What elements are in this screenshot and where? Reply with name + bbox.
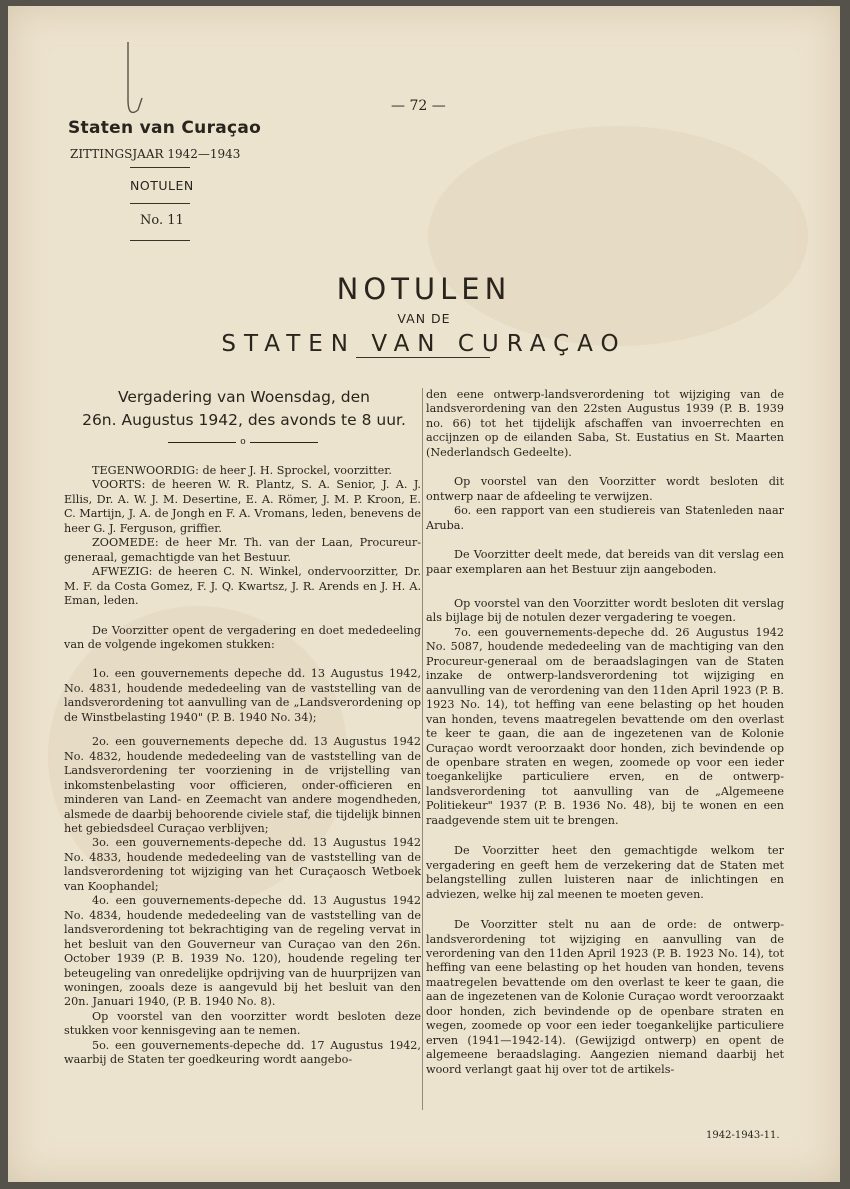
paragraph: 7o. een gouvernements-depeche dd. 26 Augustus 1942 No. 5087, houdende mededeeling van de machtiging van den Procureur-generaal om de beraadslagingen van de Staten inzake de ontwerp-landsverordening tot wijziging en aanvulling van de verordening van den 11den April 1923 (P. B. 1923 No. 14), tot heffing van eene belasting op het houden van honden, tevens maatregelen bevattende om den overlast te keer te gaan, die aan de ingezetenen van de Kolonie Curaçao wordt veroorzaakt door honden, zich bevindende op de openbare straten en wegen, zoomede op voor een ieder toegankelijke particuliere erven, en de ontwerp-landsverordening tot aanvulling van de „Algemeene Politiekeur" 1937 (P. B. 1936 No. 48), bij te wonen en een raadgevende stem uit te brengen. <box>426 625 784 827</box>
pencil-mark <box>116 40 144 120</box>
column-divider <box>422 388 423 1110</box>
document-page <box>8 6 840 1182</box>
left-column <box>64 464 421 1068</box>
page-number: — 72 — <box>391 98 446 114</box>
paragraph: den eene ontwerp-landsverordening tot wijziging van de landsverordening van den 22sten Augustus 1939 (P. B. 1939 no. 66) tot het tijdelijk afschaffen van invoerrechten en accijnzen op de eilanden Saba, St. Eustatius en St. Maarten (Nederlandsch Gedeelte). <box>426 388 784 459</box>
masthead-staten: STATEN VAN CURAÇAO <box>221 331 627 357</box>
section-separator <box>168 437 318 447</box>
paragraph: 4o. een gouvernements-depeche dd. 13 Augustus 1942 No. 4834, houdende mededeeling van de vaststelling van de landsverordening tot bekrachtiging van de regeling vervat in het besluit van den Gouverneur van Curaçao van den 26n. October 1939 (P. B. 1939 No. 120), houdende regeling ter beteugeling van onredelijke opdrijving van de huurprijzen van woningen, zooals deze is aangevuld bij het besluit van den 20n. Januari 1940, (P. B. 1940 No. 8). <box>64 894 421 1009</box>
masthead-rule <box>356 357 490 358</box>
right-column <box>426 388 784 1077</box>
paragraph: ZOOMEDE: de heer Mr. Th. van der Laan, Procureur-generaal, gemachtigde van het Bestuur. <box>64 536 421 564</box>
paragraph: De Voorzitter deelt mede, dat bereids van dit verslag een paar exemplaren aan het Bestuur zijn aangeboden. <box>426 548 784 576</box>
paragraph: De Voorzitter heet den gemachtigde welkom ter vergadering en geeft hem de verzekering dat de Staten met belangstelling zullen luisteren naar de inlichtingen en adviezen, welke hij zal meenen te moeten geven. <box>426 844 784 901</box>
meeting-line-1: Vergadering van Woensdag, den <box>117 388 370 406</box>
header-notulen: NOTULEN <box>130 178 194 193</box>
paragraph: TEGENWOORDIG: de heer J. H. Sprockel, voorzitter. <box>92 464 392 477</box>
paragraph: Op voorstel van den voorzitter wordt besloten deze stukken voor kennisgeving aan te nemen. <box>64 1009 421 1038</box>
paragraph: 5o. een gouvernements-depeche dd. 17 Augustus 1942, waarbij de Staten ter goedkeuring wordt aangebo- <box>64 1038 421 1067</box>
footer-code: 1942-1943-11. <box>706 1130 780 1141</box>
header-rule <box>130 203 190 204</box>
paragraph: De Voorzitter opent de vergadering en doet mededeeling van de volgende ingekomen stukken: <box>64 623 421 651</box>
paragraph: Op voorstel van den Voorzitter wordt besloten dit verslag als bijlage bij de notulen dezer vergadering te voegen. <box>426 596 784 625</box>
paragraph: 3o. een gouvernements-depeche dd. 13 Augustus 1942 No. 4833, houdende mededeeling van de vaststelling van de landsverordening tot wijziging van het Curaçaosch Wetboek van Koophandel; <box>64 836 421 893</box>
header-session: ZITTINGSJAAR 1942—1943 <box>70 147 241 161</box>
header-rule <box>130 167 190 168</box>
header-number: No. 11 <box>140 213 184 228</box>
header-rule <box>130 240 190 241</box>
paragraph: De Voorzitter stelt nu aan de orde: de ontwerp-landsverordening tot wijziging en aanvulling van de verordening van den 11den April 1923 (P. B. 1923 No. 14), tot heffing van eene belasting op het houden van honden, tevens maatregelen bevattende om den overlast te keer te gaan, die aan de ingezetenen van de Kolonie Curaçao wordt veroorzaakt door honden, zich bevindende op de openbare straten en wegen, zoomede op voor een ieder toegankelijke particuliere erven (1941—1942-14). (Gewijzigd ontwerp) en opent de algemeene beraadslaging. Aangezien niemand daarbij het woord verlangt gaat hij over tot de artikels- <box>426 918 784 1076</box>
header-title: Staten van Curaçao <box>68 118 262 138</box>
paragraph: Op voorstel van den Voorzitter wordt besloten dit ontwerp naar de afdeeling te verwijzen. <box>426 475 784 503</box>
paragraph: VOORTS: de heeren W. R. Plantz, S. A. Senior, J. A. J. Ellis, Dr. A. W. J. M. Desertine, E. A. Römer, J. M. P. Kroon, E. C. Martijn, J. A. de Jongh en F. A. Vromans, leden, benevens de heer G. J. Ferguson, griffier. <box>64 478 421 535</box>
meeting-heading <box>58 386 430 432</box>
masthead-title: NOTULEN <box>336 272 512 306</box>
paragraph: 2o. een gouvernements depeche dd. 13 Augustus 1942 No. 4832, houdende mededeeling van de vaststelling van de Landsverordening ter voorziening in de vrijstelling van inkomstenbelasting voor officieren, onder-officieren en minderen van Land- en Zeemacht van andere mogendheden, alsmede de daarbij behoorende civiele staf, die tijdelijk binnen het gebiedsdeel Curaçao verblijven; <box>64 735 421 835</box>
meeting-line-2: 26n. Augustus 1942, des avonds te 8 uur. <box>82 411 406 429</box>
masthead-van-de: VAN DE <box>397 311 451 326</box>
separator-mark: o <box>240 437 246 447</box>
paragraph: AFWEZIG: de heeren C. N. Winkel, ondervoorzitter, Dr. M. F. da Costa Gomez, F. J. Q. Kwartsz, J. R. Arends en J. H. A. Eman, leden. <box>64 565 421 608</box>
paragraph: 6o. een rapport van een studiereis van Statenleden naar Aruba. <box>426 504 784 532</box>
paragraph: 1o. een gouvernements depeche dd. 13 Augustus 1942, No. 4831, houdende mededeeling van de vaststelling van de landsverordening tot aanvulling van de „Landsverordening op de Winstbelasting 1940" (P. B. 1940 No. 34); <box>64 667 421 724</box>
